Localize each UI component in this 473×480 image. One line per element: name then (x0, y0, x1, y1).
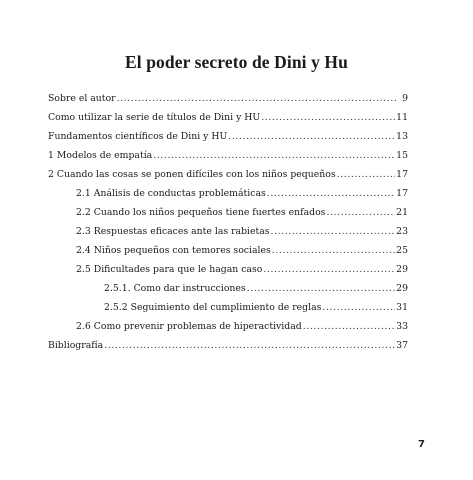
toc-entry-label: Fundamentos científicos de Dini y HU (48, 131, 228, 142)
toc-leader-dots (337, 169, 396, 180)
toc-entry-page: 11 (396, 112, 408, 123)
toc-entry[interactable] (48, 283, 408, 302)
toc-entry[interactable] (48, 169, 408, 188)
toc-entry[interactable] (48, 207, 408, 226)
toc-entry-label: 1 Modelos de empatía (48, 150, 153, 161)
toc-entry[interactable] (48, 131, 408, 150)
toc-entry-page: 17 (396, 188, 408, 199)
toc-entry-label: 2.3 Respuestas eficaces ante las rabietas (76, 226, 270, 237)
toc-entry-page: 23 (396, 226, 408, 237)
toc-entry[interactable] (48, 245, 408, 264)
toc-leader-dots (263, 264, 395, 275)
toc-entry-label: 2 Cuando las cosas se ponen difíciles con los niños pequeños (48, 169, 336, 180)
toc-entry[interactable] (48, 150, 408, 169)
toc-entry-page: 37 (396, 340, 408, 351)
toc-entry-page: 15 (396, 150, 408, 161)
toc-leader-dots (247, 283, 395, 294)
toc-entry-label: 2.5.2 Seguimiento del cumplimiento de reglas (104, 302, 322, 313)
toc-entry[interactable] (48, 93, 408, 112)
toc-leader-dots (267, 188, 395, 199)
toc-entry[interactable] (48, 340, 408, 359)
toc-leader-dots (271, 226, 396, 237)
toc-entry-page: 29 (396, 264, 408, 275)
toc-entry[interactable] (48, 112, 408, 131)
toc-entry-page: 31 (396, 302, 408, 313)
toc-entry-page: 17 (396, 169, 408, 180)
toc-entry-label: 2.6 Como prevenir problemas de hiperactividad (76, 321, 302, 332)
toc-entry[interactable] (48, 302, 408, 321)
page-number: 7 (418, 439, 425, 450)
toc-leader-dots (261, 112, 395, 123)
toc-leader-dots (303, 321, 395, 332)
toc-leader-dots (322, 302, 395, 313)
toc-entry-page: 25 (396, 245, 408, 256)
toc-entry[interactable] (48, 264, 408, 283)
toc-entry-page: 33 (396, 321, 408, 332)
page-title: El poder secreto de Dini y Hu (125, 52, 348, 72)
toc-entry-page: 29 (396, 283, 408, 294)
toc-leader-dots (272, 245, 395, 256)
toc-entry[interactable] (48, 226, 408, 245)
toc-entry-label: 2.5 Dificultades para que le hagan caso (76, 264, 263, 275)
toc-leader-dots (153, 150, 395, 161)
toc-entry-label: Sobre el autor (48, 93, 116, 104)
toc-leader-dots (104, 340, 395, 351)
toc-entry-label: 2.5.1. Como dar instrucciones (104, 283, 246, 294)
toc-entry-label: 2.2 Cuando los niños pequeños tiene fuertes enfados (76, 207, 326, 218)
toc-entry[interactable] (48, 321, 408, 340)
toc-entry-label: 2.1 Análisis de conductas problemáticas (76, 188, 266, 199)
toc-entry-label: 2.4 Niños pequeños con temores sociales (76, 245, 271, 256)
toc-entry-page: 13 (396, 131, 408, 142)
toc-leader-dots (228, 131, 395, 142)
table-of-contents (48, 93, 408, 359)
toc-entry[interactable] (48, 188, 408, 207)
toc-entry-page: 9 (402, 93, 408, 104)
toc-entry-label: Bibliografía (48, 340, 104, 351)
toc-entry-page: 21 (396, 207, 408, 218)
toc-leader-dots (117, 93, 397, 104)
toc-entry-label: Como utilizar la serie de títulos de Dini y HU (48, 112, 261, 123)
toc-leader-dots (326, 207, 395, 218)
